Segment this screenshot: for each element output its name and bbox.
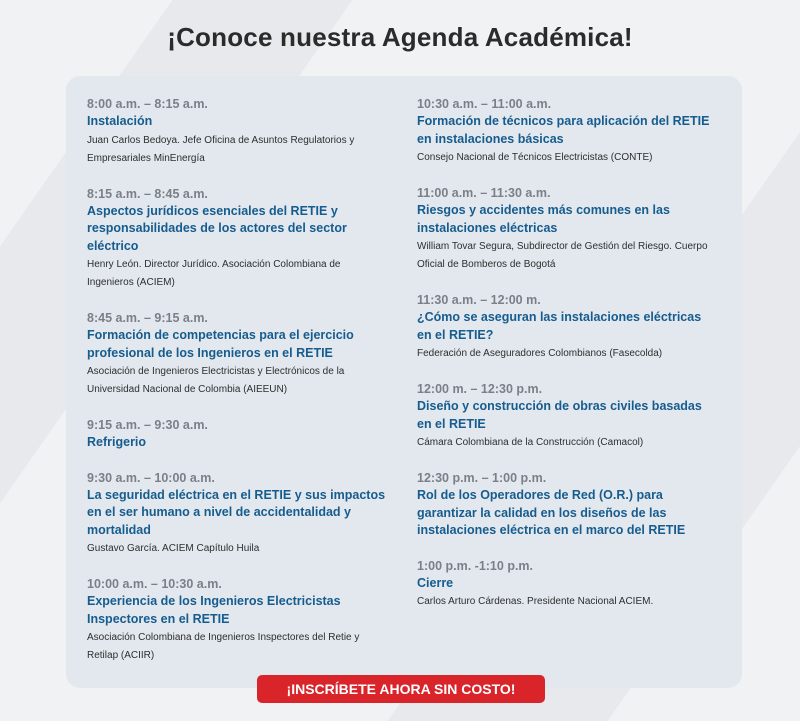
agenda-speaker: Juan Carlos Bedoya. Jefe Oficina de Asuntos Regulatorios y Empresariales MinEnergía <box>87 134 355 164</box>
agenda-topic: Refrigerio <box>87 435 147 449</box>
agenda-card <box>66 76 742 688</box>
agenda-time: 12:00 m. – 12:30 p.m. <box>417 382 543 396</box>
agenda-speaker: Gustavo García. ACIEM Capítulo Huila <box>87 543 260 554</box>
register-button[interactable]: ¡INSCRÍBETE AHORA SIN COSTO! <box>257 675 545 703</box>
agenda-topic: Riesgos y accidentes más comunes en las instalaciones eléctricas <box>417 203 670 235</box>
agenda-topic: Aspectos jurídicos esenciales del RETIE y responsabilidades de los actores del sector eléctrico <box>87 203 347 253</box>
agenda-speaker: Asociación Colombiana de Ingenieros Inspectores del Retie y Retilap (ACIIR) <box>87 632 360 661</box>
agenda-topic: Instalación <box>87 114 153 128</box>
agenda-item <box>87 186 387 293</box>
agenda-speaker: Carlos Arturo Cárdenas. Presidente Nacional ACIEM. <box>417 596 654 607</box>
agenda-item <box>87 310 387 399</box>
agenda-column-right <box>417 96 717 629</box>
agenda-topic: Cierre <box>417 575 454 590</box>
agenda-speaker: Federación de Aseguradores Colombianos (Fasecolda) <box>417 348 663 359</box>
agenda-item <box>417 558 717 612</box>
agenda-topic: Formación de técnicos para aplicación del RETIE en instalaciones básicas <box>417 114 710 146</box>
agenda-item <box>417 381 717 452</box>
agenda-item <box>87 417 387 452</box>
agenda-speaker: William Tovar Segura, Subdirector de Gestión del Riesgo. Cuerpo Oficial de Bomberos de Bogotá <box>417 241 708 270</box>
agenda-topic: Rol de los Operadores de Red (O.R.) para garantizar la calidad en los diseños de las instalaciones eléctrica en el marco del RETIE <box>417 488 686 537</box>
agenda-speaker: Cámara Colombiana de la Construcción (Camacol) <box>417 437 644 448</box>
agenda-time: 1:00 p.m. -1:10 p.m. <box>417 558 534 573</box>
agenda-topic: Diseño y construcción de obras civiles basadas en el RETIE <box>417 399 702 431</box>
agenda-item <box>417 185 717 274</box>
agenda-time: 8:00 a.m. – 8:15 a.m. <box>87 97 208 111</box>
agenda-speaker: Consejo Nacional de Técnicos Electricistas (CONTE) <box>417 152 653 163</box>
agenda-topic: Formación de competencias para el ejercicio profesional de los Ingenieros en el RETIE <box>87 328 354 360</box>
agenda-topic: Experiencia de los Ingenieros Electricistas Inspectores en el RETIE <box>87 594 341 626</box>
agenda-speaker: Asociación de Ingenieros Electricistas y Electrónicos de la Universidad Nacional de Colombia (AIEEUN) <box>87 366 345 395</box>
agenda-time: 11:00 a.m. – 11:30 a.m. <box>417 186 551 200</box>
agenda-item <box>417 470 717 540</box>
agenda-time: 10:00 a.m. – 10:30 a.m. <box>87 577 222 591</box>
agenda-item <box>87 576 387 665</box>
agenda-time: 8:45 a.m. – 9:15 a.m. <box>87 311 208 325</box>
agenda-item <box>417 292 717 363</box>
agenda-time: 12:30 p.m. – 1:00 p.m. <box>417 471 547 485</box>
agenda-time: 9:30 a.m. – 10:00 a.m. <box>87 470 215 485</box>
agenda-time: 11:30 a.m. – 12:00 m. <box>417 293 541 307</box>
agenda-time: 9:15 a.m. – 9:30 a.m. <box>87 418 208 432</box>
agenda-speaker: Henry León. Director Jurídico. Asociación Colombiana de Ingenieros (ACIEM) <box>87 259 341 288</box>
page-title: ¡Conoce nuestra Agenda Académica! <box>167 22 633 52</box>
agenda-item <box>87 96 387 168</box>
agenda-item <box>87 470 387 559</box>
agenda-column-left <box>87 96 387 683</box>
agenda-item <box>417 96 717 167</box>
agenda-topic: La seguridad eléctrica en el RETIE y sus impactos en el ser humano a nivel de accidentalidad y mortalidad <box>87 487 386 537</box>
agenda-time: 8:15 a.m. – 8:45 a.m. <box>87 186 208 201</box>
agenda-time: 10:30 a.m. – 11:00 a.m. <box>417 97 552 111</box>
agenda-topic: ¿Cómo se aseguran las instalaciones eléctricas en el RETIE? <box>417 310 702 342</box>
